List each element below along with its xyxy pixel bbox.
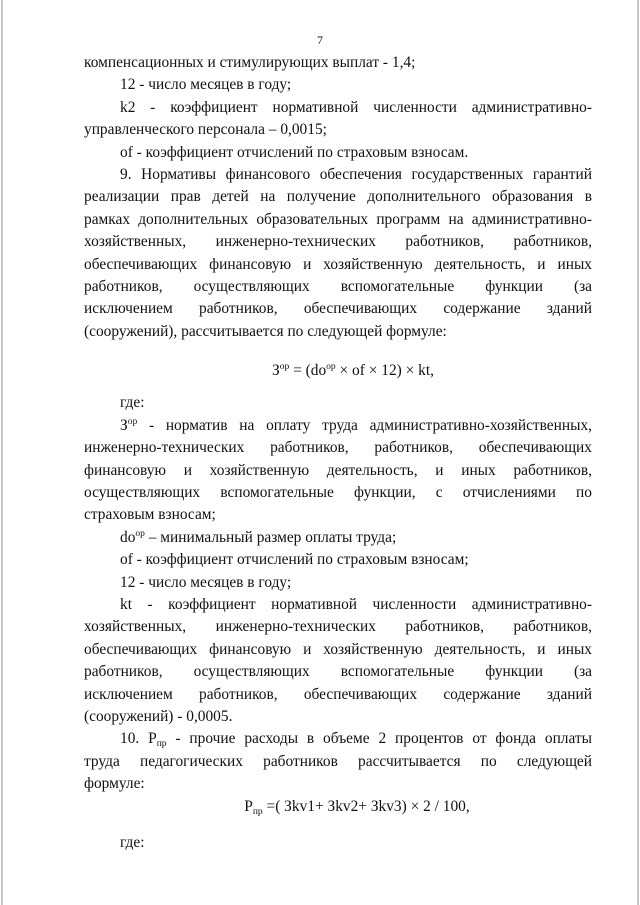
- formula-norm-rest: × of × 12) × kt,: [335, 362, 434, 380]
- text-line: kt - коэффициент нормативной численности административно-: [120, 595, 592, 613]
- item-10-sub: пр: [156, 739, 167, 750]
- text-line: исключением работников, обеспечивающих содержание зданий: [84, 300, 592, 318]
- text-line: (сооружений), рассчитывается по следующей формуле:: [84, 322, 447, 340]
- text-line: 12 - число месяцев в году;: [120, 573, 292, 591]
- text-line: исключением работников, обеспечивающих содержание зданий: [84, 685, 592, 703]
- paragraph-block-a: [84, 52, 592, 343]
- document-body: [84, 52, 592, 854]
- definition-z-text: - норматив на оплату труда административно-хозяйственных,: [137, 416, 592, 434]
- item-10-text: - прочие расходы в объеме 2 процентов от фонда оплаты: [166, 730, 592, 748]
- text-line: страховым взносам;: [84, 506, 216, 524]
- definition-do-symbol: do: [120, 528, 136, 546]
- formula-other-expenses: [84, 796, 592, 818]
- formula-norm-z: З: [272, 362, 280, 380]
- text-line: управленческого персонала – 0,0015;: [84, 121, 327, 139]
- formula-other-rest: =( Зkv1+ Зkv2+ Зkv3) × 2 / 100,: [262, 797, 470, 815]
- formula-norm-do-sup: ор: [326, 362, 336, 373]
- where-label-2: где:: [120, 833, 145, 851]
- formula-other-p: Р: [244, 797, 253, 815]
- formula-norm: [84, 360, 592, 382]
- paragraph-block-c: [84, 549, 592, 728]
- paragraph-block-d: [84, 751, 592, 796]
- formula-norm-z-sup: ор: [279, 362, 290, 373]
- item-10-number: 10. Р: [120, 730, 157, 748]
- definition-z: [84, 415, 592, 437]
- text-line: инженерно-технических работников, работников, обеспечивающих: [84, 439, 592, 457]
- item-10-line: [84, 728, 592, 750]
- text-line: финансовую и хозяйственную деятельность, и иных работников,: [84, 461, 592, 479]
- definition-do-sup: ор: [135, 528, 145, 539]
- text-line: of - коэффициент отчислений по страховым взносам.: [120, 143, 469, 161]
- text-line: осуществляющих вспомогательные функции, с отчислениями по: [84, 484, 592, 502]
- text-line: реализации прав детей на получение дополнительного образования в: [84, 188, 592, 206]
- definition-do-text: – минимальный размер оплаты труда;: [144, 528, 397, 546]
- text-line: of - коэффициент отчислений по страховым взносам;: [120, 551, 469, 569]
- definition-z-sup: ор: [127, 416, 138, 427]
- formula-norm-do: = (do: [289, 362, 327, 380]
- formula-other-sub: пр: [252, 806, 263, 817]
- definition-z-symbol: З: [120, 416, 128, 434]
- text-line: 9. Нормативы финансового обеспечения государственных гарантий: [120, 165, 592, 183]
- text-line: труда педагогических работников рассчитывается по следующей: [84, 752, 592, 770]
- text-line: обеспечивающих финансовую и хозяйственную деятельность, и иных: [84, 640, 592, 658]
- text-line: обеспечивающих финансовую и хозяйственную деятельность, и иных: [84, 255, 592, 273]
- left-scan-edge: [1, 0, 3, 905]
- text-line: компенсационных и стимулирующих выплат - 1,4;: [84, 54, 416, 71]
- text-line: (сооружений) - 0,0005.: [84, 707, 233, 725]
- text-line: рамках дополнительных образовательных программ на административно-: [84, 210, 592, 228]
- text-line: работников, осуществляющих вспомогательные функции (за: [84, 663, 592, 681]
- text-line: формуле:: [84, 775, 145, 793]
- paragraph-block-b: [84, 437, 592, 527]
- text-line: хозяйственных, инженерно-технических работников, работников,: [84, 233, 592, 251]
- right-scan-edge: [637, 0, 639, 905]
- where-label-1: где:: [120, 394, 145, 412]
- text-line: хозяйственных, инженерно-технических работников, работников,: [84, 618, 592, 636]
- text-line: 12 - число месяцев в году;: [120, 76, 292, 94]
- page-number: 7: [317, 33, 323, 47]
- text-line: работников, осуществляющих вспомогательные функции (за: [84, 277, 592, 295]
- text-line: k2 - коэффициент нормативной численности административно-: [120, 98, 592, 116]
- definition-do: [84, 527, 592, 549]
